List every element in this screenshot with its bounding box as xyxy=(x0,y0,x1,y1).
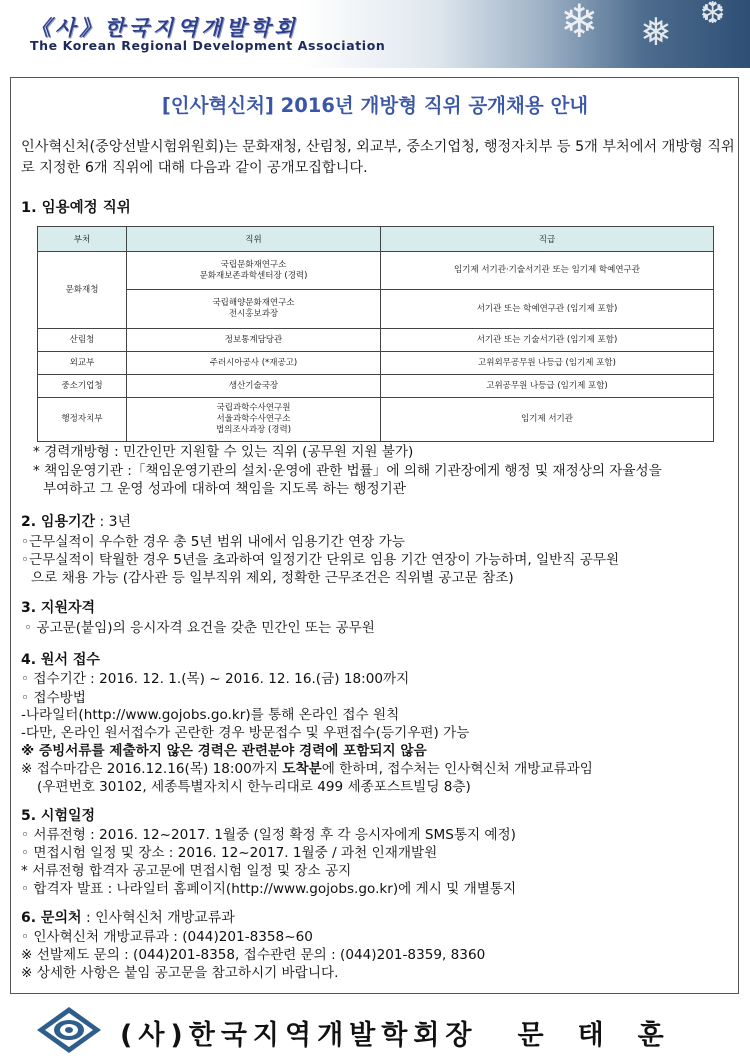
section6-line: ※ 상세한 사항은 붙임 공고문을 참고하시기 바랍니다. xyxy=(21,965,339,981)
column-header: 직급 xyxy=(381,227,714,252)
position-line: 서울과학수사연구소 xyxy=(216,414,291,424)
page-title: [인사혁신처] 2016년 개방형 직위 공개채용 안내 xyxy=(161,94,589,117)
grade-cell: 임기제 서기관·기술서기관 또는 임기제 학예연구관 xyxy=(381,252,714,290)
signature-name: 문태훈 xyxy=(517,1020,698,1051)
grade-cell: 고위공무원 나등급 (임기제 포함) xyxy=(381,375,714,398)
signature-title: (사)한국지역개발학회장 xyxy=(120,1020,478,1051)
dept-cell: 문화재청 xyxy=(38,252,127,329)
grade-cell: 임기제 서기관 xyxy=(381,398,714,442)
section6-line: ◦ 인사혁신처 개방교류과 : (044)201-8358~60 xyxy=(21,929,313,945)
table-row xyxy=(38,352,714,375)
section4-line: -나라일터(http://www.gojobs.go.kr)를 통해 온라인 접수 원칙 xyxy=(21,707,400,723)
table-row xyxy=(38,290,714,329)
note-line: 부여하고 그 운영 성과에 대하여 책임을 지도록 하는 행정기관 xyxy=(43,481,406,497)
org-name-english: The Korean Regional Development Association xyxy=(30,38,386,53)
section6-line: ※ 선발제도 문의 : (044)201-8358, 접수관련 문의 : (044)201-8359, 8360 xyxy=(21,947,486,963)
column-header: 직위 xyxy=(127,227,381,252)
section6-title: 6. 문의처 xyxy=(21,910,82,926)
column-header: 부처 xyxy=(38,227,127,252)
section2-line: 으로 채용 가능 (감사관 등 일부직위 제외, 정확한 근무조건은 직위별 공고문 참조) xyxy=(31,570,514,586)
snowflake-decoration: ❄ xyxy=(560,0,599,48)
position-cell: 주러시아공사 (*재공고) xyxy=(127,352,381,375)
position-cell: 정보통계담당관 xyxy=(127,329,381,352)
section6-value: : 인사혁신처 개방교류과 xyxy=(81,910,235,926)
intro-paragraph: 인사혁신처(중앙선발시험위원회)는 문화재청, 산림청, 외교부, 중소기업청, 행정자치부 등 5개 부처에서 개방형 직위로 지정한 6개 직위에 대해 다음과 같이 공개모집합니다. xyxy=(21,139,735,176)
deadline-text: ※ 접수마감은 2016.12.16(목) 18:00까지 xyxy=(21,761,283,777)
position-line: 국립해양문화재연구소 xyxy=(212,298,295,308)
section5-heading: 5. 시험일정 xyxy=(21,808,96,824)
table-row xyxy=(38,375,714,398)
section4-line: ◦ 접수기간 : 2016. 12. 1.(목) ~ 2016. 12. 16.(금) 18:00까지 xyxy=(21,671,410,687)
section2-value: : 3년 xyxy=(95,514,132,530)
position-line: 문화재보존과학센터장 (경력) xyxy=(199,270,308,281)
section2-line: ◦근무실적이 탁월한 경우 5년을 초과하여 일정기간 단위로 임용 기간 연장이 가능하며, 일반직 공무원 xyxy=(21,552,620,568)
section4-deadline xyxy=(21,757,593,777)
section3-line: ◦ 공고문(붙임)의 응시자격 요건을 갖춘 민간인 또는 공무원 xyxy=(24,620,375,636)
dept-cell: 중소기업청 xyxy=(38,375,127,398)
section5-line: ◦ 합격자 발표 : 나라일터 홈페이지(http://www.gojobs.go.kr)에 게시 및 개별통지 xyxy=(21,881,517,897)
section4-line: ◦ 접수방법 xyxy=(21,690,86,706)
table-header-row xyxy=(38,227,714,252)
section4-line: -다만, 온라인 원서접수가 곤란한 경우 방문접수 및 우편접수(등기우편) 가능 xyxy=(21,725,470,741)
grade-cell: 고위외무공무원 나등급 (임기제 포함) xyxy=(381,352,714,375)
position-line: 법의조사과장 (경력) xyxy=(215,425,292,435)
org-name-korean: 《사》한국지역개발학회 xyxy=(30,16,299,40)
table-row xyxy=(38,329,714,352)
note-line: * 경력개방형 : 민간인만 지원할 수 있는 직위 (공무원 지원 불가) xyxy=(33,444,414,460)
positions-table xyxy=(37,226,714,442)
dept-cell: 산림청 xyxy=(38,329,127,352)
dept-cell: 외교부 xyxy=(38,352,127,375)
section5-line: ◦ 서류전형 : 2016. 12~2017. 1월중 (일정 확정 후 각 응시자에게 SMS통지 예정) xyxy=(21,827,516,843)
section5-line: ◦ 면접시험 일정 및 장소 : 2016. 12~2017. 1월중 / 과천 인재개발원 xyxy=(21,845,438,861)
section2-line: ◦근무실적이 우수한 경우 총 5년 범위 내에서 임용기간 연장 가능 xyxy=(21,534,405,550)
section2-heading xyxy=(21,511,131,531)
header-banner xyxy=(0,0,750,68)
section5-line: * 서류전형 합격자 공고문에 면접시험 일정 및 장소 공지 xyxy=(21,863,352,879)
deadline-bold: 도착분 xyxy=(282,761,322,777)
table-row xyxy=(38,398,714,442)
snowflake-decoration: ❅ xyxy=(640,10,672,54)
grade-cell: 서기관 또는 학예연구관 (임기제 포함) xyxy=(381,290,714,329)
signature-text xyxy=(120,1013,698,1052)
association-logo-icon xyxy=(35,1005,103,1055)
footer-signature-block xyxy=(0,1005,750,1060)
position-cell: 생산기술국장 xyxy=(127,375,381,398)
section6-heading xyxy=(21,907,235,927)
position-cell xyxy=(127,398,381,442)
section4-heading: 4. 원서 접수 xyxy=(21,652,100,668)
table-row xyxy=(38,252,714,290)
dept-cell: 행정자치부 xyxy=(38,398,127,442)
note-line: * 책임운영기관 :「책임운영기관의 설치‧운영에 관한 법률」에 의해 기관장에게 행정 및 재정상의 자율성을 xyxy=(33,463,662,479)
position-line: 전시홍보과장 xyxy=(228,309,279,319)
deadline-text: 에 한하며, 접수처는 인사혁신처 개방교류과임 xyxy=(321,761,593,777)
position-cell xyxy=(127,252,381,290)
position-line: 국립과학수사연구원 xyxy=(216,403,291,413)
position-cell xyxy=(127,290,381,329)
snowflake-decoration: ❆ xyxy=(700,0,726,31)
section3-heading: 3. 지원자격 xyxy=(21,600,96,616)
section4-address: (우편번호 30102, 세종특별자치시 한누리대로 499 세종포스트빌딩 8층) xyxy=(37,779,471,795)
section2-title: 2. 임용기간 xyxy=(21,514,96,530)
grade-cell: 서기관 또는 기술서기관 (임기제 포함) xyxy=(381,329,714,352)
section1-heading: 1. 임용예정 직위 xyxy=(21,200,131,216)
section4-bold-note: ※ 증빙서류를 제출하지 않은 경력은 관련분야 경력에 포함되지 않음 xyxy=(21,743,427,759)
position-line: 국립문화재연구소 xyxy=(220,259,287,270)
